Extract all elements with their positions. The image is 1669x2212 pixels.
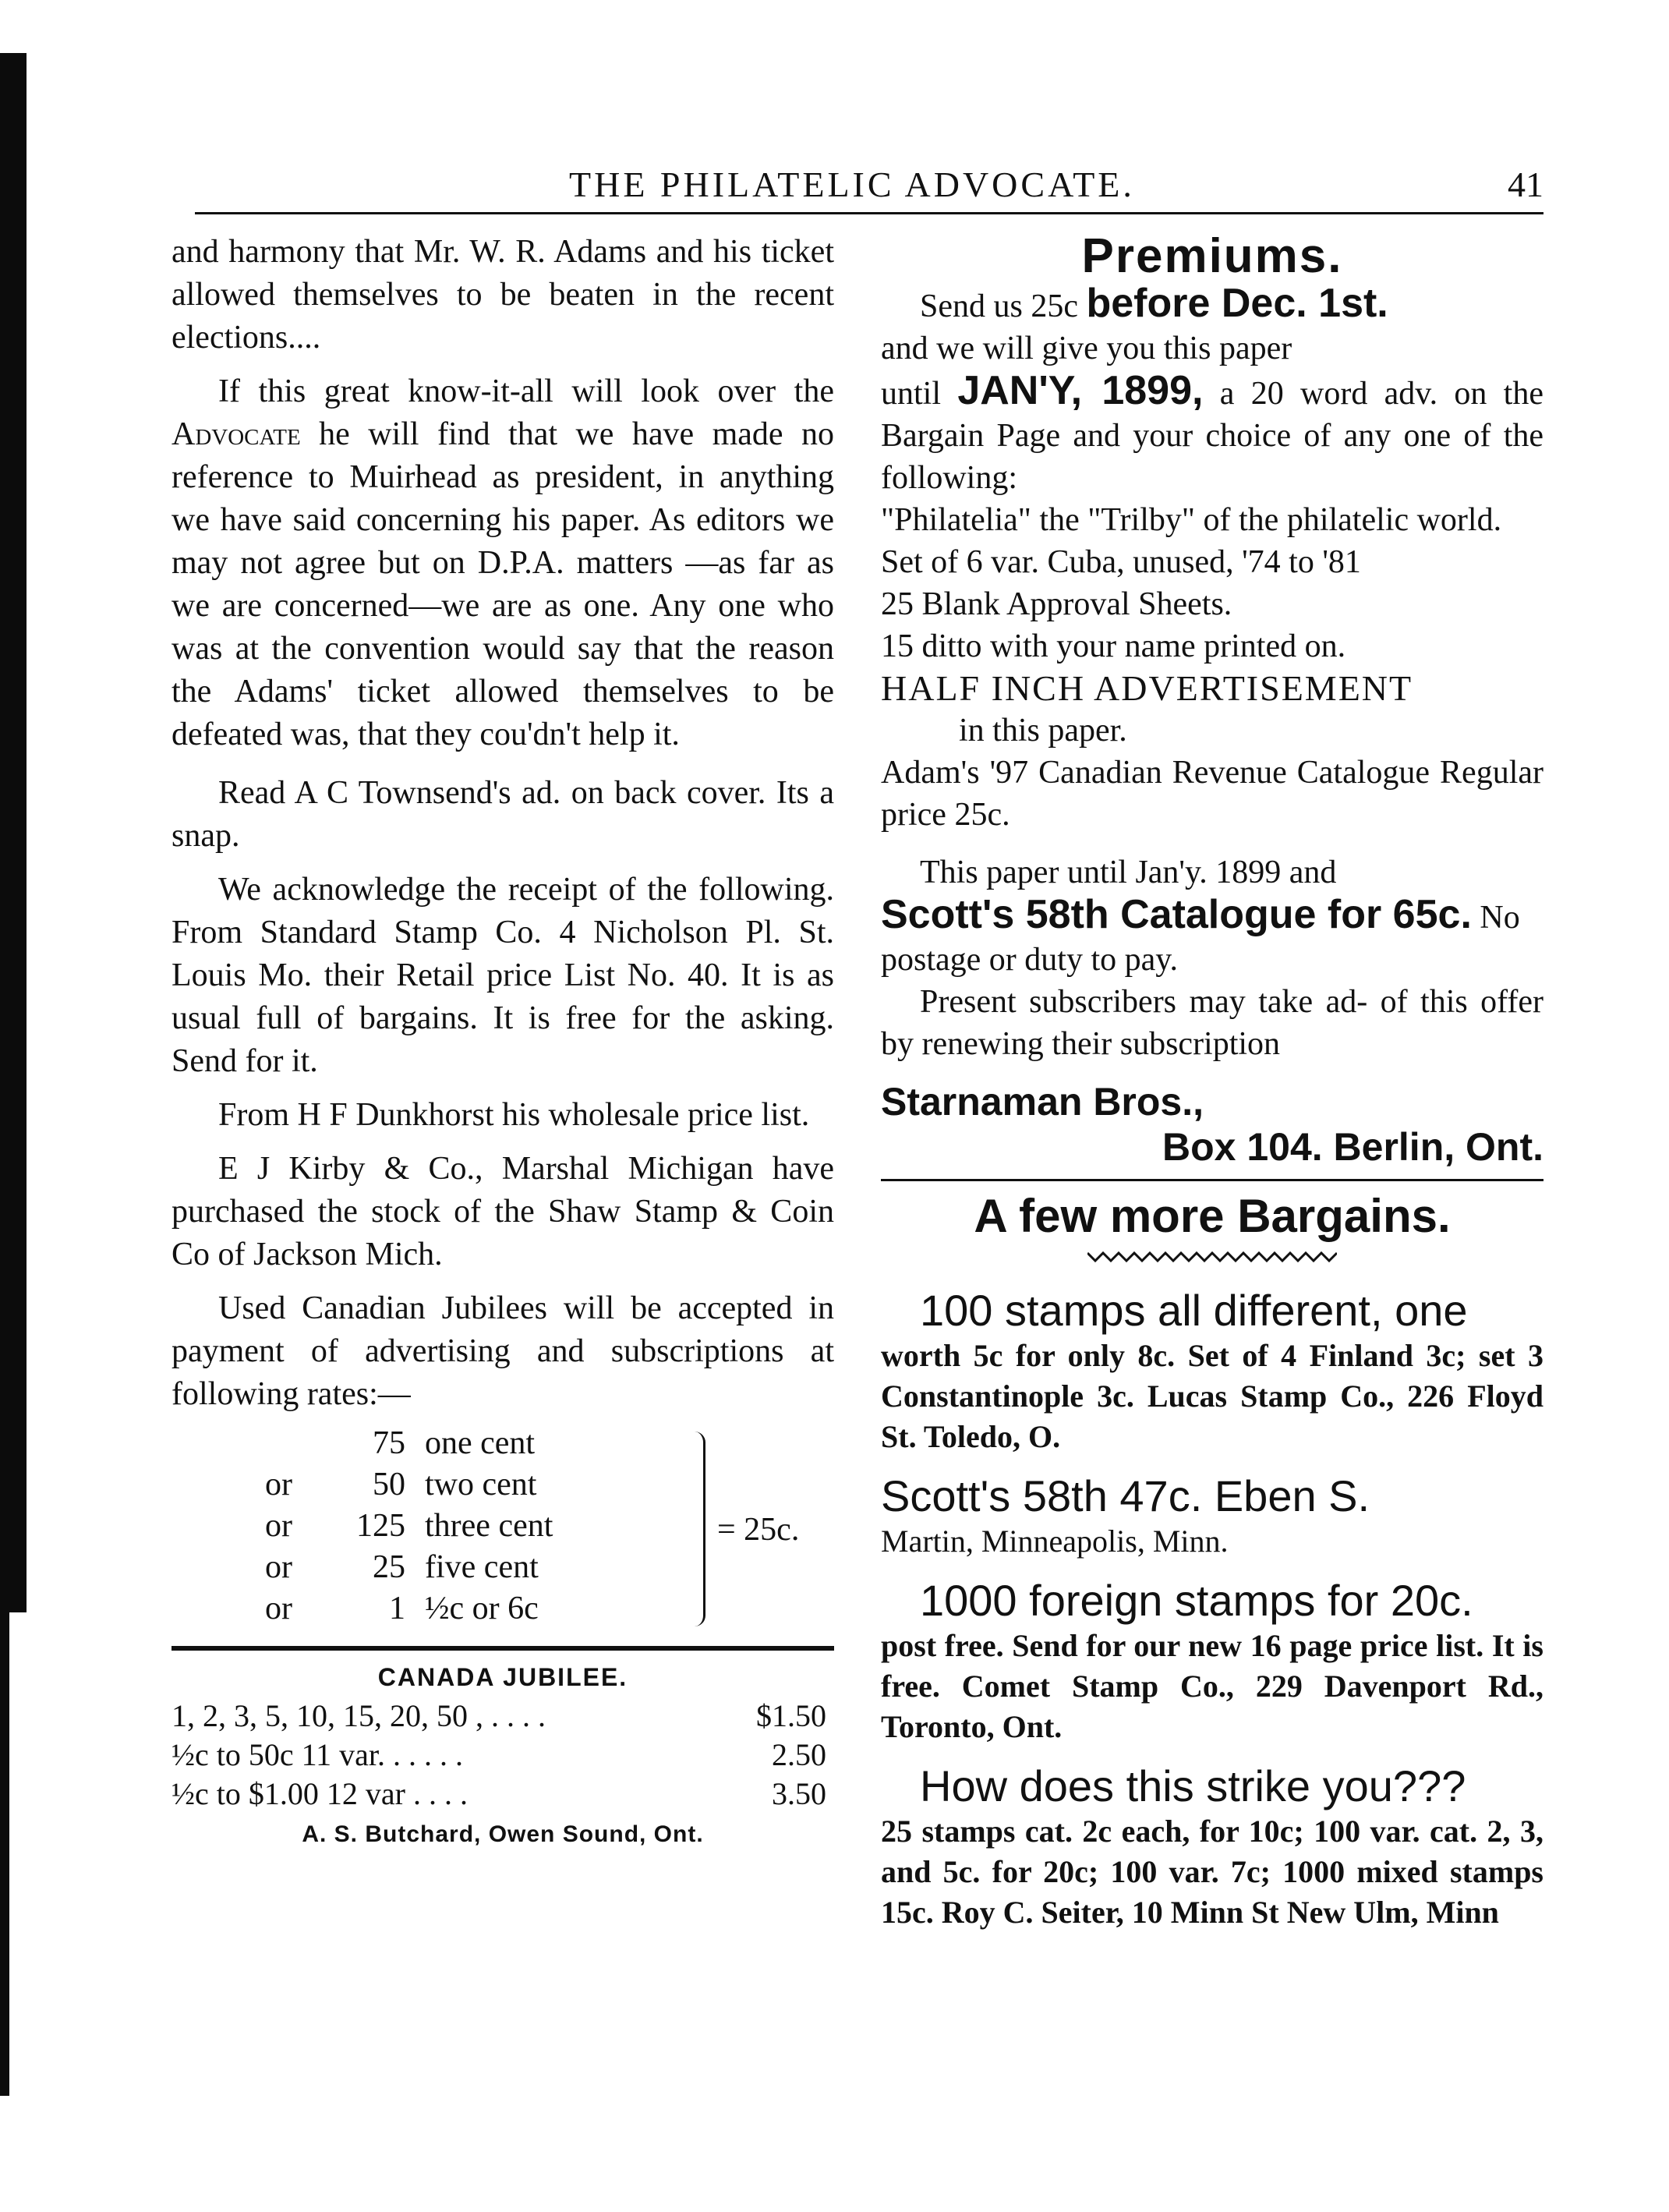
page-header (164, 164, 1543, 226)
rate-amount: 25 (373, 1549, 405, 1585)
paragraph-text: If this great know-it-all will look over the (218, 373, 834, 409)
paragraph-harmony: and harmony that Mr. W. R. Adams and his ticket allowed themselves to be beaten in the recent elections.... (171, 234, 834, 356)
premiums-text: a 20 word adv. on the Bargain Page and your choice of any one of the following: (881, 376, 1543, 496)
paragraph-kirby: E J Kirby & Co., Marshal Michigan have purchased the stock of the Shaw Stamp & Coin Co of Jackson Mich. (171, 1151, 834, 1272)
page-number: 41 (1508, 165, 1543, 204)
price-value: $1.50 (756, 1698, 826, 1733)
rates-brace (692, 1432, 705, 1626)
premiums-title: Premiums. (1081, 229, 1343, 283)
header-rule (195, 212, 1543, 214)
paragraph-townsend: Read A C Townsend's ad. on back cover. Its a snap. (171, 775, 834, 854)
premiums-line (881, 370, 1543, 499)
paragraph-text: he will find that we have made no reference to Muirhead as president, in anything we have said concerning his paper. As editors we may not agree but on D.P.A. matters —as far as we are concerned—we are as one. Any one who was at the convention would say that the reason the Adams' ticket allowed themselves to be defeated was, that they cou'dn't help it. (171, 416, 834, 752)
right-column (881, 231, 1543, 1947)
price-value: 2.50 (772, 1737, 826, 1772)
rate-value: five cent (425, 1549, 539, 1585)
premium-item-half-inch: HALF INCH ADVERTISEMENT (881, 668, 1413, 708)
running-head: THE PHILATELIC ADVOCATE. (569, 165, 1135, 204)
ad-body: Martin, Minneapolis, Minn. (881, 1524, 1229, 1559)
offer-text: No postage or duty to pay. (881, 900, 1520, 978)
premium-item: "Philatelia" the "Trilby" of the philatelic world. (881, 502, 1502, 538)
zigzag-ornament (1087, 1248, 1337, 1265)
scan-edge-shadow (0, 53, 27, 1612)
rate-amount: 50 (373, 1467, 405, 1502)
rate-or: or (265, 1591, 292, 1626)
price-row (171, 1775, 834, 1814)
renew-text: Present subscribers may take ad- of this offer by renewing their subscription (881, 984, 1543, 1062)
offer-line (881, 894, 1543, 981)
rate-or: or (265, 1467, 292, 1502)
left-column (171, 231, 834, 1848)
rate-value: three cent (425, 1508, 553, 1544)
price-desc: ½c to $1.00 12 var . . . . (171, 1776, 468, 1811)
advocate-name: Advocate (171, 416, 301, 452)
ad-body: worth 5c for only 8c. Set of 4 Finland 3c; set 3 Constantinople 3c. Lucas Stamp Co., 226 Floyd St. Toledo, O. (881, 1338, 1543, 1454)
premium-item: Set of 6 var. Cuba, unused, '74 to '81 (881, 544, 1361, 580)
bargains-title: A few more Bargains. (974, 1190, 1451, 1242)
rate-value: two cent (425, 1467, 537, 1502)
price-desc: ½c to 50c 11 var. . . . . . (171, 1737, 464, 1772)
rate-amount: 125 (356, 1508, 405, 1544)
premium-item: 15 ditto with your name printed on. (881, 628, 1346, 664)
rate-amount: 75 (373, 1425, 405, 1461)
price-value: 3.50 (772, 1776, 826, 1811)
section-rule (881, 1179, 1543, 1181)
jubilee-credit: A. S. Butchard, Owen Sound, Ont. (302, 1821, 704, 1847)
premium-item: 25 Blank Approval Sheets. (881, 586, 1232, 622)
premiums-text: until (881, 376, 958, 412)
signature-starnaman: Starnaman Bros., (881, 1080, 1204, 1124)
price-row (171, 1736, 834, 1775)
premiums-line (881, 282, 1543, 327)
ad-body: 25 stamps cat. 2c each, for 10c; 100 var. cat. 2, 3, and 5c. for 20c; 100 var. 7c; 1000 mixed stamps 15c. Roy C. Seiter, 10 Minn St New Ulm, Minn (881, 1814, 1543, 1930)
jubilee-title: CANADA JUBILEE. (377, 1663, 628, 1691)
section-rule (171, 1646, 834, 1651)
premiums-deadline: before Dec. 1st. (1086, 281, 1388, 326)
paragraph-jubilees: Used Canadian Jubilees will be accepted in payment of advertising and subscriptions at following rates:— (171, 1290, 834, 1412)
paragraph-dunkhorst: From H F Dunkhorst his wholesale price list. (218, 1097, 810, 1133)
ad-headline: Scott's 58th 47c. Eben S. (881, 1471, 1370, 1520)
paragraph-know-it-all (171, 370, 834, 756)
rate-value: one cent (425, 1425, 536, 1461)
ad-headline: 1000 foreign stamps for 20c. (920, 1576, 1473, 1625)
paragraph-acknowledge: We acknowledge the receipt of the following. From Standard Stamp Co. 4 Nicholson Pl. St. Louis Mo. their Retail price List No. 40. It is as usual full of bargains. It is free for the asking. Send for it. (171, 872, 834, 1079)
scotts-catalogue-offer: Scott's 58th Catalogue for 65c. (881, 892, 1472, 937)
premiums-until-date: JAN'Y, 1899, (957, 368, 1204, 413)
premium-item-sub: in this paper. (959, 713, 1127, 749)
premiums-line: and we will give you this paper (881, 331, 1292, 366)
rate-or: or (265, 1508, 292, 1544)
offer-line: This paper until Jan'y. 1899 and (920, 855, 1337, 890)
ad-headline: How does this strike you??? (920, 1761, 1466, 1810)
rates-total: = 25c. (717, 1512, 800, 1548)
ad-headline: 100 stamps all different, one (920, 1286, 1468, 1335)
ad-body: post free. Send for our new 16 page price list. It is free. Comet Stamp Co., 229 Davenport Rd., Toronto, Ont. (881, 1628, 1543, 1744)
premium-item-adams: Adam's '97 Canadian Revenue Catalogue Regular price 25c. (881, 755, 1543, 833)
rates-table (171, 1424, 834, 1638)
rate-value: ½c or 6c (425, 1591, 539, 1626)
premiums-text: Send us 25c (920, 288, 1087, 324)
price-desc: 1, 2, 3, 5, 10, 15, 20, 50 , . . . . (171, 1698, 546, 1733)
signature-box: Box 104. Berlin, Ont. (1162, 1125, 1543, 1169)
price-row (171, 1697, 834, 1736)
scan-edge-shadow-lower (0, 1612, 9, 2096)
rate-or: or (265, 1549, 292, 1585)
rate-amount: 1 (389, 1591, 405, 1626)
